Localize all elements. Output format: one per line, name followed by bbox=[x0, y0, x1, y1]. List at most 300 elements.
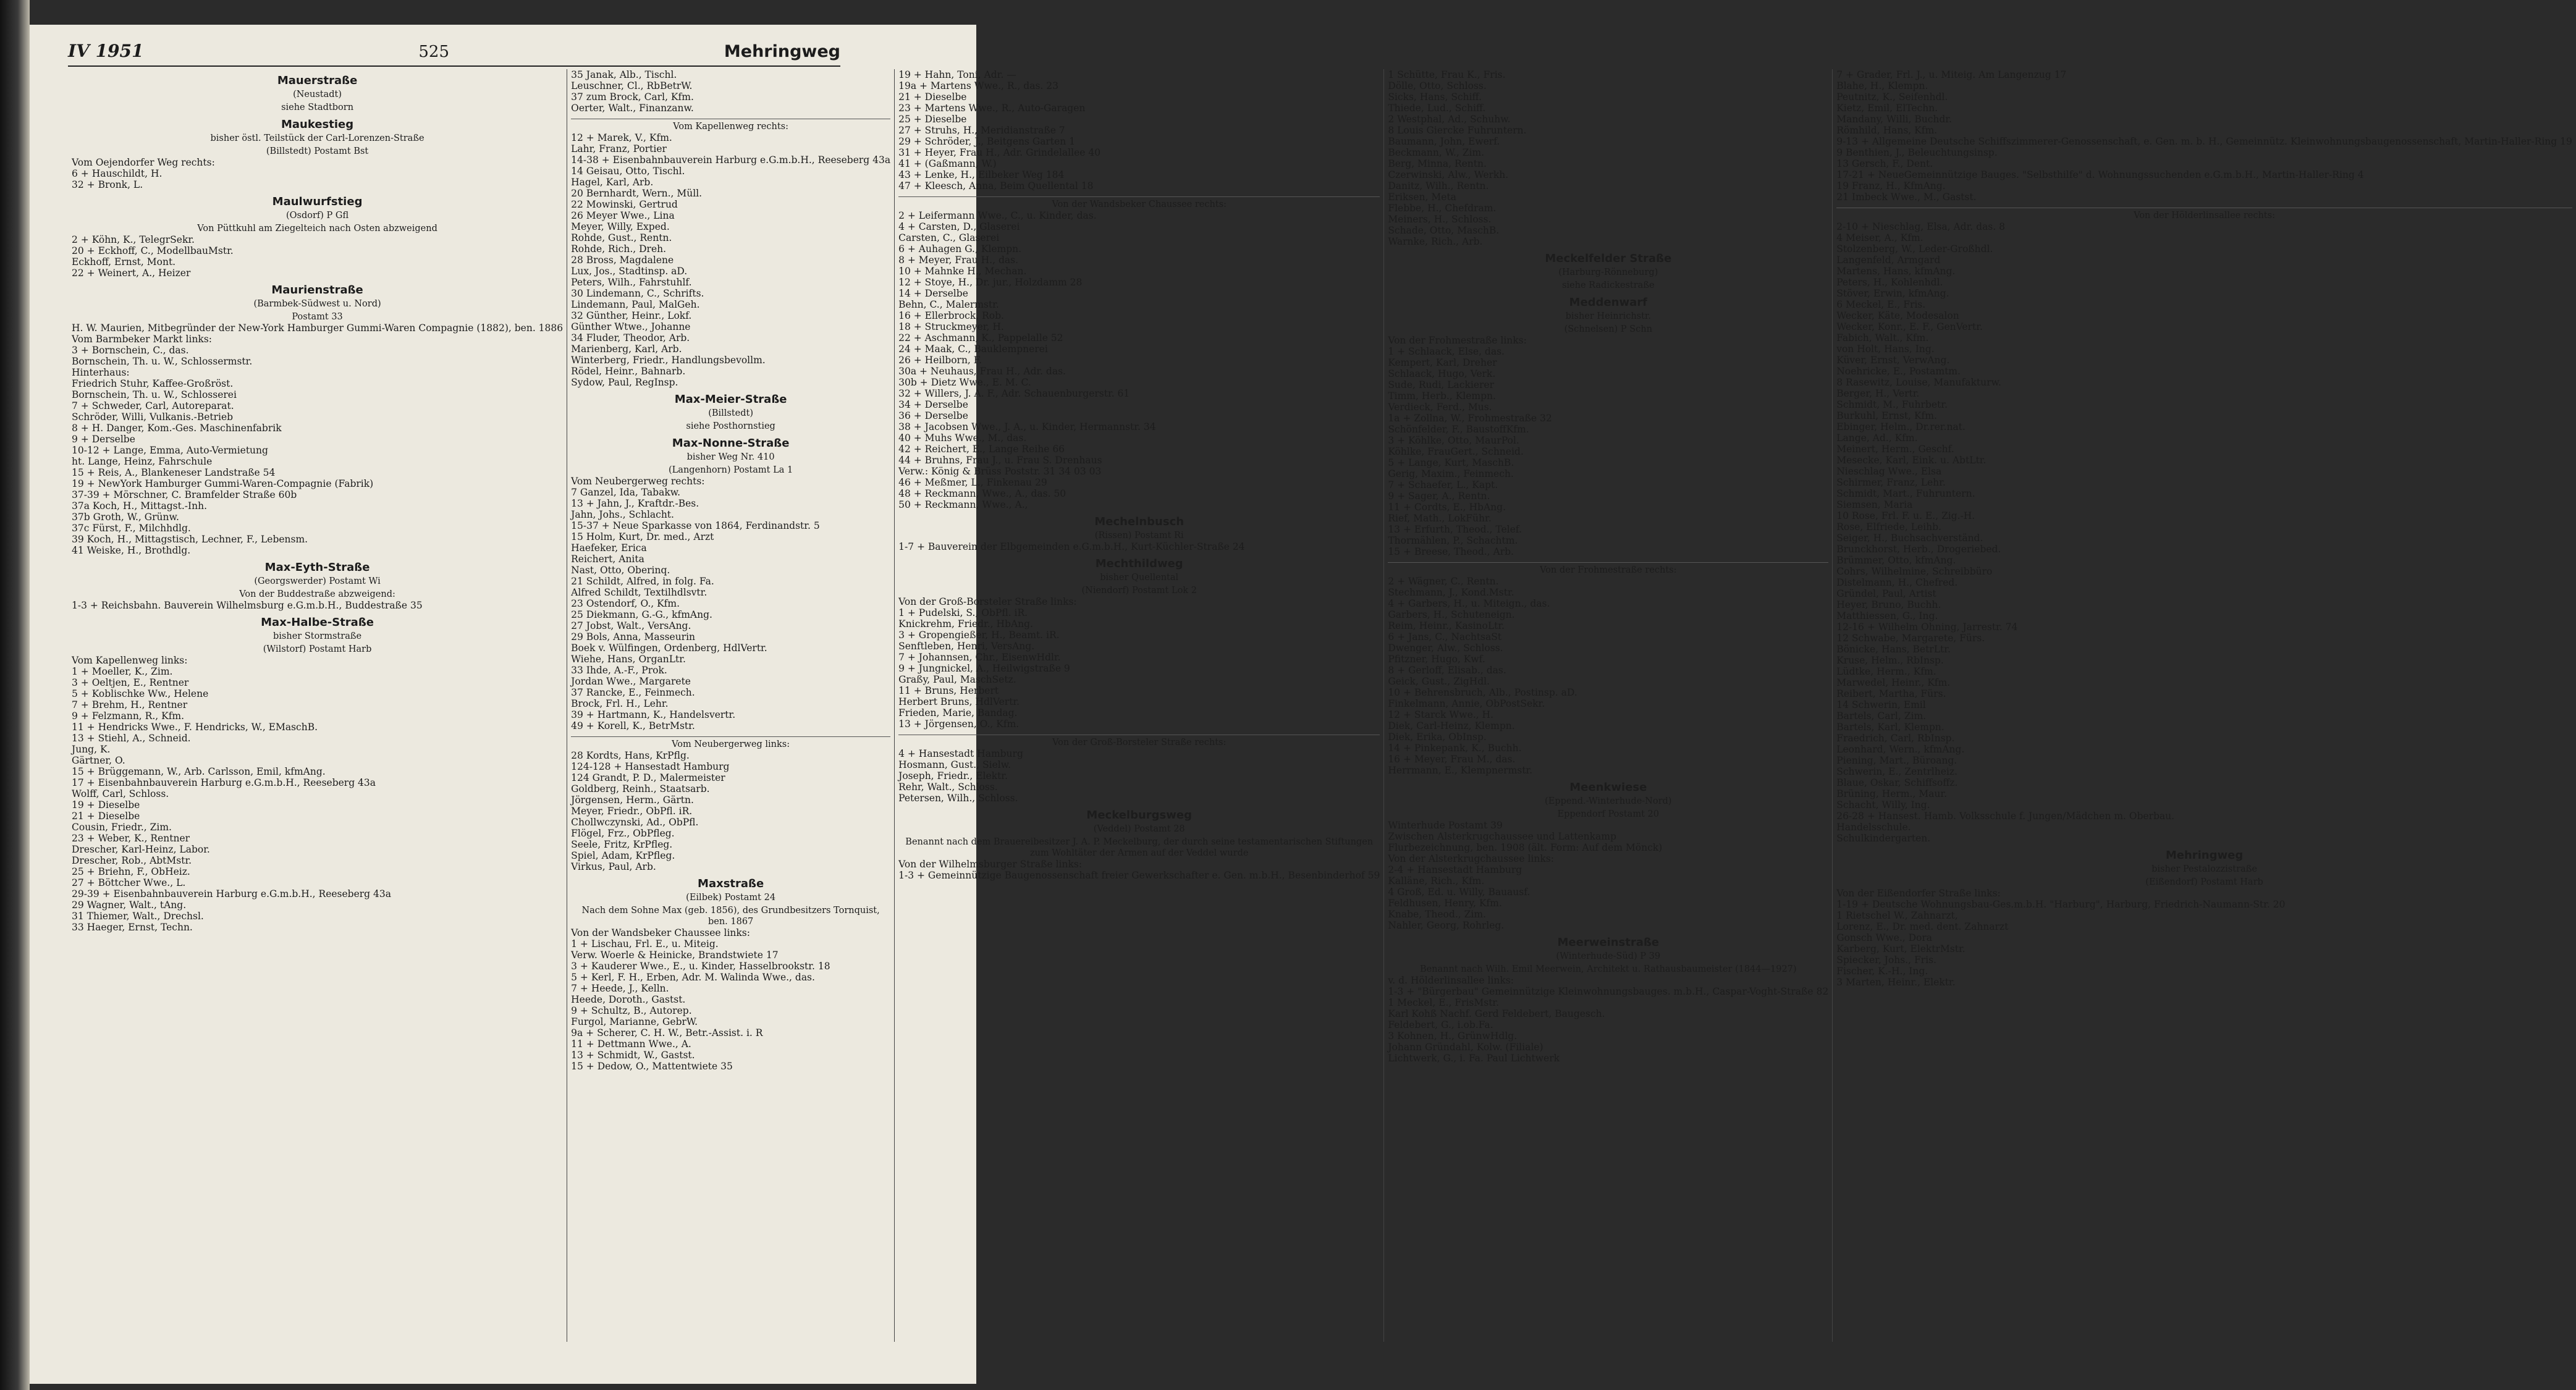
resident-entry: Feldhusen, Henry, Kfm. bbox=[1388, 898, 1502, 909]
resident-entry: Jahn, Johs., Schlacht. bbox=[571, 509, 674, 520]
resident-entry: 21 + Dieselbe bbox=[72, 811, 140, 822]
resident-entry: 2 + Leifermann Wwe., C., u. Kinder, das. bbox=[898, 210, 1097, 221]
resident-entry: Karl Kohß Nachf. Gerd Feldebert, Baugesch. bbox=[1388, 1008, 1605, 1019]
resident-entry: 40 + Muhs Wwe., M., das. bbox=[898, 432, 1027, 444]
resident-entry: 6 + Auhagen G., Klempn. bbox=[898, 243, 1022, 255]
resident-entry: 15 + Breese, Theod., Arb. bbox=[1388, 546, 1514, 557]
resident-entry: 9 + Schultz, B., Autorep. bbox=[571, 1005, 692, 1016]
resident-entry: Senftleben, Henri, VersAng. bbox=[898, 641, 1035, 652]
resident-entry: 14 Schwerin, Emil bbox=[1836, 699, 1926, 710]
resident-entry: Rief, Math., LokFühr. bbox=[1388, 513, 1492, 524]
street-district: (Eppend.-Winterhude-Nord) bbox=[1545, 796, 1672, 806]
street-district: bisher Heinrichstr. bbox=[1565, 311, 1651, 321]
resident-entry: 14 + Pinkepank, K., Buchh. bbox=[1388, 743, 1522, 754]
resident-entry: Verw.: König & Brüss Poststr. 31 34 03 03 bbox=[898, 466, 1102, 477]
resident-entry: Brüning, Herm., Maur. bbox=[1836, 788, 1947, 799]
resident-entry: 11 + Bruns, Herbert bbox=[898, 685, 999, 696]
resident-entry: 26-28 + Hansest. Hamb. Volksschule f. Jungen/Mädchen m. Oberbau. bbox=[1836, 811, 2175, 822]
resident-entry: Pfitzner, Hugo, Kwf. bbox=[1388, 654, 1485, 665]
resident-entry: 16 + Meyer, Frau M., das. bbox=[1388, 754, 1516, 765]
resident-entry: 19 Franz, H., KfmAng. bbox=[1836, 180, 1946, 192]
resident-entry: 37-39 + Mörschner, C. Bramfelder Straße 60b bbox=[72, 489, 297, 500]
resident-entry: 24 + Maak, C., Bauklempnerei bbox=[898, 343, 1048, 355]
resident-entry: Brock, Frl. H., Lehr. bbox=[571, 698, 669, 709]
resident-entry: 18 + Struckmeyer, H. bbox=[898, 321, 1004, 332]
resident-entry: 10-12 + Lange, Emma, Auto-Vermietung bbox=[72, 445, 268, 456]
resident-entry: Ebinger, Helm., Dr.rer.nat. bbox=[1836, 421, 1966, 432]
resident-entry: 19 + NewYork Hamburger Gummi-Waren-Compagnie (Fabrik) bbox=[72, 478, 374, 489]
directory-column bbox=[1384, 69, 1833, 1342]
street-heading: Max-Nonne-Straße bbox=[672, 437, 790, 450]
resident-entry: Von der Frohmestraße links: bbox=[1388, 335, 1527, 346]
resident-entry: Bönicke, Hans, BetrLtr. bbox=[1836, 644, 1951, 655]
resident-entry: Joseph, Friedr., Elektr. bbox=[898, 770, 1008, 781]
resident-entry: 30a + Neuhaus, Frau H., Adr. das. bbox=[898, 366, 1066, 377]
resident-entry: 1 + Pudelski, S., ObPfl. iR. bbox=[898, 607, 1028, 618]
resident-entry: 10 Rose, Frl. F. u. E., Zig.-H. bbox=[1836, 510, 1975, 521]
resident-entry: Lichtwerk, G., i. Fa. Paul Lichtwerk bbox=[1388, 1053, 1560, 1064]
street-district: (Osdorf) P Gfl bbox=[285, 211, 349, 221]
resident-entry: 23 + Weber, K., Rentner bbox=[72, 833, 190, 844]
resident-entry: Oerter, Walt., Finanzanw. bbox=[571, 103, 694, 114]
resident-entry: 13 + Jörgensen, O., Kfm. bbox=[898, 718, 1020, 730]
resident-entry: Fabich, Walt., Kfm. bbox=[1836, 332, 1929, 343]
resident-entry: Furgol, Marianne, GebrW. bbox=[571, 1016, 698, 1027]
section-divider bbox=[571, 736, 890, 737]
resident-entry: 7 + Grader, Frl. J., u. Miteig. Am Langenzug 17 bbox=[1836, 69, 2067, 80]
resident-entry: Berger, H., Vertr. bbox=[1836, 388, 1920, 399]
resident-entry: Brunckhorst, Herb., Drogeriebed. bbox=[1836, 544, 2001, 555]
resident-entry: 1 Meckel, E., FrisMstr. bbox=[1388, 997, 1500, 1008]
resident-entry: Stöver, Erwin, kfmAng. bbox=[1836, 288, 1949, 299]
resident-entry: 25 + Briehn, F., ObHeiz. bbox=[72, 866, 190, 877]
resident-entry: Meyer, Willy, Exped. bbox=[571, 221, 670, 232]
resident-entry: Rose, Elfriede, Leihb. bbox=[1836, 521, 1941, 533]
resident-entry: 44 + Bruhns, Frau J., u. Frau S. Drenhaus bbox=[898, 455, 1102, 466]
street-district: (Billstedt) bbox=[708, 408, 754, 418]
resident-entry: 1a + Zollna, W., Frohmestraße 32 bbox=[1388, 413, 1552, 424]
resident-entry: 32 Günther, Heinr., Lokf. bbox=[571, 310, 692, 321]
resident-entry: 12 + Starck Wwe., H. bbox=[1388, 709, 1493, 720]
resident-entry: Peutnitz, K., Seifenhdl. bbox=[1836, 91, 1948, 103]
resident-entry: Mandany, Willi, Buchdr. bbox=[1836, 114, 1952, 125]
resident-entry: Thiede, Lud., Schiff. bbox=[1388, 103, 1486, 114]
resident-entry: 27 + Struhs, H., Meridianstraße 7 bbox=[898, 125, 1065, 136]
resident-entry: 15-37 + Neue Sparkasse von 1864, Ferdinandstr. 5 bbox=[571, 520, 820, 531]
resident-entry: 26 + Heilborn, F. bbox=[898, 355, 982, 366]
resident-entry: Gonsch Wwe., Dora bbox=[1836, 932, 1933, 943]
resident-entry: 12 Schwabe, Margarete, Fürs. bbox=[1836, 633, 1985, 644]
resident-entry: Gründel, Paul, Artist bbox=[1836, 588, 1936, 599]
resident-entry: Drescher, Karl-Heinz, Labor. bbox=[72, 844, 210, 855]
street-note: Von der Frohmestraße rechts: bbox=[1540, 565, 1677, 575]
resident-entry: 26 Meyer Wwe., Lina bbox=[571, 210, 675, 221]
resident-entry: 50 + Reckmann, Wwe., A., bbox=[898, 499, 1028, 510]
resident-entry: Piening, Mart., Büroang. bbox=[1836, 755, 1957, 766]
resident-entry: 20 + Eckhoff, C., ModellbauMstr. bbox=[72, 245, 234, 256]
resident-entry: 34 Fluder, Theodor, Arb. bbox=[571, 332, 690, 343]
street-note: (Eißendorf) Postamt Harb bbox=[2145, 877, 2263, 887]
resident-entry: 9 Benthien, J., Beleuchtungsinsp. bbox=[1836, 147, 1998, 158]
resident-entry: 3 Kohnen, H., GrünwHdlg. bbox=[1388, 1030, 1518, 1042]
resident-entry: 29 Bols, Anna, Masseurin bbox=[571, 631, 696, 642]
resident-entry: Spiecker, Johs., Fris. bbox=[1836, 954, 1936, 966]
resident-entry: Timm, Herb., Klempn. bbox=[1388, 390, 1496, 402]
resident-entry: 32 + Bronk, L. bbox=[72, 179, 143, 190]
resident-entry: Czerwinski, Alw., Werkh. bbox=[1388, 169, 1509, 180]
resident-entry: 9-13 + Allgemeine Deutsche Schiffszimmerer-Genossenschaft, e. Gen. m. b. H., Gemeinnütz. Kleinwohnungsbaugenossenschaft, Martin-Haller-Ring 19 bbox=[1836, 136, 2572, 147]
section-divider bbox=[898, 196, 1380, 197]
resident-entry: 15 + Reis, A., Blankeneser Landstraße 54 bbox=[72, 467, 276, 478]
resident-entry: Bornschein, Th. u. W., Schlossermstr. bbox=[72, 356, 253, 367]
resident-entry: 4 Groß, Ed. u. Willy, Bauausf. bbox=[1388, 887, 1531, 898]
resident-entry: Blahe, H., Klempn. bbox=[1836, 80, 1928, 91]
resident-entry: Langenfeld, Armgard bbox=[1836, 255, 1941, 266]
resident-entry: Handelsschule. bbox=[1836, 822, 1911, 833]
section-title: Mehringweg bbox=[724, 42, 840, 61]
street-district: (Harburg-Rönneburg) bbox=[1558, 267, 1658, 277]
resident-entry: Lorenz, E., Dr. med. dent. Zahnarzt bbox=[1836, 921, 2009, 932]
resident-entry: Seele, Fritz, KrPfleg. bbox=[571, 839, 673, 850]
resident-entry: v. d. Hölderlinsallee links: bbox=[1388, 975, 1514, 986]
street-note: (Langenhorn) Postamt La 1 bbox=[669, 465, 793, 475]
resident-entry: Hagel, Karl, Arb. bbox=[571, 177, 654, 188]
resident-entry: Rödel, Heinr., Bahnarb. bbox=[571, 366, 686, 377]
resident-entry: Graßy, Paul, MaschSetz. bbox=[898, 674, 1016, 685]
resident-entry: 6 + Jans, C., NachtsaSt bbox=[1388, 631, 1502, 642]
page-number: 525 bbox=[418, 43, 450, 61]
resident-entry: 7 + Schaefer, L., Kapt. bbox=[1388, 479, 1498, 491]
resident-entry: Johann Gründahl, Kolw. (Filiale) bbox=[1388, 1042, 1543, 1053]
resident-entry: 1 + Moeller, K., Zim. bbox=[72, 666, 173, 677]
resident-entry: Schönfelder, F., BaustoffKfm. bbox=[1388, 424, 1529, 435]
resident-entry: Petersen, Wilh., Schloss. bbox=[898, 793, 1018, 804]
resident-entry: Baumann, John, Ewerf. bbox=[1388, 136, 1500, 147]
street-heading: Max-Eyth-Straße bbox=[264, 561, 370, 574]
resident-entry: Kruse, Helm., RbInsp. bbox=[1836, 655, 1944, 666]
street-note: Von der Wandsbeker Chaussee rechts: bbox=[1052, 200, 1227, 209]
resident-entry: Knabe, Theod., Zim. bbox=[1388, 909, 1486, 920]
resident-entry: 1-3 + "Bürgerbau" Gemeinnützige Kleinwohnungsbauges. m.b.H., Caspar-Voght-Straße 82 bbox=[1388, 986, 1829, 997]
resident-entry: Flebbe, H., Chefdram. bbox=[1388, 203, 1497, 214]
resident-entry: 13 + Erfurth, Theod., Telef. bbox=[1388, 524, 1522, 535]
resident-entry: 29-39 + Eisenbahnbauverein Harburg e.G.m.b.H., Reeseberg 43a bbox=[72, 888, 391, 899]
resident-entry: 12-16 + Wilhelm Ohning, Jarrestr. 74 bbox=[1836, 621, 2018, 633]
resident-entry: Heede, Doroth., Gastst. bbox=[571, 994, 686, 1005]
resident-entry: Meyer, Friedr., ObPfl. iR. bbox=[571, 806, 693, 817]
resident-entry: 47 + Kleesch, Anna, Beim Quellental 18 bbox=[898, 180, 1094, 192]
resident-entry: Behn, C., Malermstr. bbox=[898, 299, 999, 310]
street-note: (Schnelsen) P Schn bbox=[1564, 324, 1652, 334]
resident-entry: 19a + Martens Wwe., R., das. 23 bbox=[898, 80, 1059, 91]
street-district: bisher östl. Teilstück der Carl-Lorenzen-Straße bbox=[210, 133, 424, 143]
directory-column bbox=[567, 69, 895, 1342]
street-note: Von der Groß-Borsteler Straße rechts: bbox=[1052, 738, 1227, 748]
resident-entry: Distelmann, H., Chefred. bbox=[1836, 577, 1958, 588]
resident-entry: 25 Diekmann, G.-G., kfmAng. bbox=[571, 609, 712, 620]
resident-entry: Knickrehm, Friedr., HbAng. bbox=[898, 618, 1033, 630]
resident-entry: Jordan Wwe., Margarete bbox=[571, 676, 691, 687]
resident-entry: Frieden, Marie, Bandag. bbox=[898, 707, 1018, 718]
resident-entry: 12 + Stoye, H., Dr. jur., Holzdamm 28 bbox=[898, 277, 1083, 288]
resident-entry: Wecker, Konr., E. F., GenVertr. bbox=[1836, 321, 1983, 332]
street-note: Von der Buddestraße abzweigend: bbox=[239, 589, 395, 599]
street-note: Benannt nach dem Brauereibesitzer J. A. P. Meckelburg, der durch seine testamentarischen Stiftungen zum Wohltäter der Armen auf der Veddel wurde bbox=[905, 837, 1374, 858]
resident-entry: Vom Barmbeker Markt links: bbox=[72, 334, 212, 345]
resident-entry: Köhlke, FrauGert., Schneid. bbox=[1388, 446, 1524, 457]
resident-entry: 17-21 + NeueGemeinnützige Bauges. "Selbsthilfe" d. Wohnungssuchenden e.G.m.b.H., Martin-Haller-Ring 4 bbox=[1836, 169, 2364, 180]
street-district: bisher Quellental bbox=[1100, 573, 1179, 583]
street-district: bisher Weg Nr. 410 bbox=[686, 452, 775, 462]
resident-entry: 23 Ostendorf, O., Kfm. bbox=[571, 598, 680, 609]
resident-entry: Schacht, Willy, Ing. bbox=[1836, 799, 1930, 811]
resident-entry: 5 + Lange, Kurt, MaschB. bbox=[1388, 457, 1514, 468]
resident-entry: Heyer, Bruno, Buchh. bbox=[1836, 599, 1941, 610]
resident-entry: 124 Grandt, P. D., Malermeister bbox=[571, 772, 725, 783]
resident-entry: 1 + Lischau, Frl. E., u. Miteig. bbox=[571, 938, 719, 950]
resident-entry: 37b Groth, W., Grünw. bbox=[72, 512, 179, 523]
resident-entry: 8 + Meyer, Frau H., das. bbox=[898, 255, 1019, 266]
resident-entry: 46 + Meßmer, L., Finkenau 29 bbox=[898, 477, 1047, 488]
resident-entry: Cohrs, Wilhelmine, Schreibbüro bbox=[1836, 566, 1993, 577]
resident-entry: 37a Koch, H., Mittagst.-Inh. bbox=[72, 500, 208, 512]
street-heading: Maukestieg bbox=[281, 118, 354, 131]
resident-entry: Eckhoff, Ernst, Mont. bbox=[72, 256, 176, 267]
section-divider bbox=[1388, 562, 1828, 563]
resident-entry: 10 + Mahnke H., Mechan. bbox=[898, 266, 1027, 277]
resident-entry: Finkelmann, Annie, ObPostSekr. bbox=[1388, 698, 1545, 709]
resident-entry: Nast, Otto, Oberinq. bbox=[571, 565, 670, 576]
resident-entry: Meiners, H., Schloss. bbox=[1388, 214, 1492, 225]
resident-entry: 10 + Behrensbruch, Alb., Postinsp. aD. bbox=[1388, 687, 1577, 698]
resident-entry: Reibert, Martha, Fürs. bbox=[1836, 688, 1946, 699]
resident-entry: 32 + Willers, J. A. F., Adr. Schauenburgerstr. 61 bbox=[898, 388, 1130, 399]
resident-entry: 3 + Kauderer Wwe., E., u. Kinder, Hasselbrookstr. 18 bbox=[571, 961, 830, 972]
street-district: bisher Pestalozzistraße bbox=[2152, 864, 2257, 874]
street-note: (Wilstorf) Postamt Harb bbox=[263, 644, 372, 654]
street-heading: Mechelnbusch bbox=[1094, 515, 1185, 528]
resident-entry: 7 + Heede, J., Kelln. bbox=[571, 983, 669, 994]
resident-entry: Goldberg, Reinh., Staatsarb. bbox=[571, 783, 710, 794]
resident-entry: ht. Lange, Heinz, Fahrschule bbox=[72, 456, 213, 467]
resident-entry: 21 + Dieselbe bbox=[898, 91, 967, 103]
resident-entry: Schmidt, M., Fuhrbetr. bbox=[1836, 399, 1948, 410]
resident-entry: 29 Wagner, Walt., tAng. bbox=[72, 899, 187, 911]
resident-entry: 36 + Derselbe bbox=[898, 410, 968, 421]
resident-entry: Peters, Wilh., Fahrstuhlf. bbox=[571, 277, 692, 288]
resident-entry: 14 + Derselbe bbox=[898, 288, 968, 299]
resident-entry: Hinterhaus: bbox=[72, 367, 130, 378]
resident-entry: 8 + H. Danger, Kom.-Ges. Maschinenfabrik bbox=[72, 423, 282, 434]
resident-entry: 2-10 + Nieschlag, Elsa, Adr. das. 8 bbox=[1836, 221, 2005, 232]
resident-entry: Gerig, Maxim., Feinmech. bbox=[1388, 468, 1514, 479]
resident-entry: Flurbezeichnung, ben. 1908 (ält. Form: Auf dem Mönck) bbox=[1388, 842, 1663, 853]
resident-entry: Kietz, Emil, ElTechn. bbox=[1836, 103, 1938, 114]
resident-entry: 37 Rancke, E., Feinmech. bbox=[571, 687, 695, 698]
resident-entry: Marwedel, Heinr., Kfm. bbox=[1836, 677, 1951, 688]
resident-entry: Sydow, Paul, RegInsp. bbox=[571, 377, 678, 388]
resident-entry: Kalläne, Rich., Kfm. bbox=[1388, 875, 1485, 887]
resident-entry: 5 + Kerl, F. H., Erben, Adr. M. Walinda Wwe., das. bbox=[571, 972, 815, 983]
street-district: (Barmbek-Südwest u. Nord) bbox=[253, 299, 381, 309]
resident-entry: 2 Westphal, Ad., Schuhw. bbox=[1388, 114, 1511, 125]
resident-entry: Hosmann, Gust., Sielw. bbox=[898, 759, 1011, 770]
resident-entry: 11 + Hendricks Wwe., F. Hendricks, W., EMaschB. bbox=[72, 722, 318, 733]
street-note: (Billstedt) Postamt Bst bbox=[266, 146, 369, 156]
directory-column bbox=[895, 69, 1384, 1342]
resident-entry: Verdieck, Ferd., Mus. bbox=[1388, 402, 1492, 413]
street-heading: Meerweinstraße bbox=[1557, 936, 1660, 949]
resident-entry: Lange, Ad., Kfm. bbox=[1836, 432, 1918, 444]
resident-entry: Herrmann, E., Klempnermstr. bbox=[1388, 765, 1533, 776]
resident-entry: Schirmer, Franz, Lehr. bbox=[1836, 477, 1946, 488]
street-heading: Mechthildweg bbox=[1095, 557, 1183, 570]
resident-entry: Haefeker, Erica bbox=[571, 542, 647, 554]
resident-entry: Küver, Ernst, VerwAng. bbox=[1836, 355, 1950, 366]
resident-entry: Drescher, Rob., AbtMstr. bbox=[72, 855, 192, 866]
street-note: Von der Hölderlinsallee rechts: bbox=[2134, 211, 2275, 221]
resident-entry: 11 + Cordts, E., HbAng. bbox=[1388, 502, 1506, 513]
street-heading: Meddenwarf bbox=[1569, 296, 1647, 309]
resident-entry: Nieschlag Wwe., Elsa bbox=[1836, 466, 1942, 477]
resident-entry: 23 + Martens Wwe., R., Auto-Garagen bbox=[898, 103, 1086, 114]
resident-entry: Wiehe, Hans, OrganLtr. bbox=[571, 654, 686, 665]
resident-entry: Zwischen Alsterkrugchaussee und Lattenkamp bbox=[1388, 831, 1616, 842]
resident-entry: Römhild, Hans, Kfm. bbox=[1836, 125, 1938, 136]
resident-entry: 7 Ganzel, Ida, Tabakw. bbox=[571, 487, 681, 498]
resident-entry: 2 + Köhn, K., TelegrSekr. bbox=[72, 234, 195, 245]
resident-entry: 21 Schildt, Alfred, in folg. Fa. bbox=[571, 576, 714, 587]
resident-entry: 6 Meckel, E., Fris. bbox=[1836, 299, 1926, 310]
resident-entry: Gärtner, O. bbox=[72, 755, 125, 766]
resident-entry: 13 + Stiehl, A., Schneid. bbox=[72, 733, 191, 744]
resident-entry: Sicks, Hans, Schiff. bbox=[1388, 91, 1482, 103]
resident-entry: 4 + Hansestadt Hamburg bbox=[898, 748, 1023, 759]
resident-entry: Schröder, Willi, Vulkanis.-Betrieb bbox=[72, 411, 234, 423]
resident-entry: 1-3 + Reichsbahn. Bauverein Wilhelmsburg e.G.m.b.H., Buddestraße 35 bbox=[72, 600, 423, 611]
resident-entry: 15 + Brüggemann, W., Arb. Carlsson, Emil, kfmAng. bbox=[72, 766, 326, 777]
street-district: (Georgswerder) Postamt Wi bbox=[254, 576, 381, 586]
resident-entry: Schlaack, Hugo, Verk. bbox=[1388, 368, 1496, 379]
resident-entry: Kempert, Karl, Dreher bbox=[1388, 357, 1497, 368]
resident-entry: 9 + Jungnickel, A., Heilwigstraße 9 bbox=[898, 663, 1070, 674]
resident-entry: Thormählen, P., Schachtm. bbox=[1388, 535, 1518, 546]
resident-entry: Noehricke, E., Postamtm. bbox=[1836, 366, 1961, 377]
resident-entry: Burkuhl, Ernst, Kfm. bbox=[1836, 410, 1937, 421]
resident-entry: Mesecke, Karl, Eink. u. AbtLtr. bbox=[1836, 455, 1987, 466]
resident-entry: Marienberg, Karl, Arb. bbox=[571, 343, 682, 355]
resident-entry: Wecker, Käte, Modesalon bbox=[1836, 310, 1959, 321]
directory-column bbox=[68, 69, 567, 1342]
resident-entry: 11 + Dettmann Wwe., A. bbox=[571, 1038, 691, 1050]
resident-entry: Chollwczynski, Ad., ObPfl. bbox=[571, 817, 699, 828]
resident-entry: 8 Louis Giercke Fuhruntern. bbox=[1388, 125, 1527, 136]
resident-entry: 2-4 + Hansestadt Hamburg bbox=[1388, 864, 1522, 875]
resident-entry: 7 + Johannsen, Chr., EisenwHdlr. bbox=[898, 652, 1061, 663]
resident-entry: 9 + Felzmann, R., Kfm. bbox=[72, 710, 185, 722]
resident-entry: 31 + Heyer, Frau H., Adr. Grindelallee 40 bbox=[898, 147, 1101, 158]
street-district: (Rissen) Postamt Ri bbox=[1094, 531, 1184, 541]
street-note: siehe Posthornstieg bbox=[686, 421, 775, 431]
resident-entry: Warnke, Rich., Arb. bbox=[1388, 236, 1483, 247]
resident-entry: Dwenger, Alw., Schloss. bbox=[1388, 642, 1503, 654]
resident-entry: 49 + Korell, K., BetrMstr. bbox=[571, 720, 695, 731]
street-district: bisher Stormstraße bbox=[273, 631, 362, 641]
resident-entry: 3 + Köhlke, Otto, MaurPol. bbox=[1388, 435, 1519, 446]
street-heading: Maulwurfstieg bbox=[272, 195, 363, 208]
resident-entry: Schwerin, E., Zentrlheiz. bbox=[1836, 766, 1957, 777]
resident-entry: Von der Alsterkrugchaussee links: bbox=[1388, 853, 1554, 864]
street-note: (Niendorf) Postamt Lok 2 bbox=[1081, 586, 1197, 596]
resident-entry: 3 + Gropengießer, H., Beamt. iR. bbox=[898, 630, 1060, 641]
resident-entry: 25 + Dieselbe bbox=[898, 114, 967, 125]
resident-entry: 27 + Böttcher Wwe., L. bbox=[72, 877, 186, 888]
resident-entry: Cousin, Friedr., Zim. bbox=[72, 822, 172, 833]
street-heading: Maxstraße bbox=[698, 877, 764, 890]
street-heading: Meenkwiese bbox=[1569, 781, 1647, 794]
resident-entry: 19 + Hahn, Toni, Adr. — bbox=[898, 69, 1016, 80]
resident-entry: 37 zum Brock, Carl, Kfm. bbox=[571, 91, 694, 103]
resident-entry: 1-19 + Deutsche Wohnungsbau-Ges.m.b.H. "Harburg", Harburg, Friedrich-Naumann-Str. 20 bbox=[1836, 899, 2286, 910]
street-note: Von Püttkuhl am Ziegelteich nach Osten abzweigend bbox=[197, 224, 437, 234]
resident-entry: Jung, K. bbox=[72, 744, 111, 755]
resident-entry: 7 + Schweder, Carl, Autoreparat. bbox=[72, 400, 234, 411]
street-note: siehe Radickestraße bbox=[1561, 280, 1655, 290]
resident-entry: 28 Bross, Magdalene bbox=[571, 255, 674, 266]
resident-entry: Bartels, Carl, Zim. bbox=[1836, 710, 1927, 722]
resident-entry: 12 + Marek, V., Kfm. bbox=[571, 132, 672, 143]
resident-entry: Stechmann, J., Kond.Mstr. bbox=[1388, 587, 1514, 598]
street-heading: Mehringweg bbox=[2165, 849, 2244, 862]
directory-columns bbox=[68, 69, 2572, 1342]
resident-entry: Virkus, Paul, Arb. bbox=[571, 861, 656, 872]
resident-entry: Eriksen, Meta bbox=[1388, 192, 1456, 203]
book-binding bbox=[0, 0, 30, 1390]
street-heading: Mauerstraße bbox=[277, 74, 358, 87]
resident-entry: 4 + Garbers, H., u. Miteign., das. bbox=[1388, 598, 1550, 609]
resident-entry: Von der Groß-Borsteler Straße links: bbox=[898, 596, 1077, 607]
resident-entry: Rohde, Gust., Rentn. bbox=[571, 232, 672, 243]
resident-entry: 4 Meiser, A., Kfm. bbox=[1836, 232, 1924, 243]
resident-entry: 14-38 + Eisenbahnbauverein Harburg e.G.m.b.H., Reeseberg 43a bbox=[571, 154, 891, 166]
resident-entry: Vom Neubergerweg rechts: bbox=[571, 476, 705, 487]
resident-entry: Schulkindergarten. bbox=[1836, 833, 1931, 844]
resident-entry: 13 Gersch, F., Dent. bbox=[1836, 158, 1933, 169]
resident-entry: Wolff, Carl, Schloss. bbox=[72, 788, 169, 799]
resident-entry: Winterhude Postamt 39 bbox=[1388, 820, 1503, 831]
resident-entry: 30 Lindemann, C., Schrifts. bbox=[571, 288, 704, 299]
resident-entry: Reichert, Anita bbox=[571, 554, 644, 565]
resident-entry: 9a + Scherer, C. H. W., Betr.-Assist. i. R bbox=[571, 1027, 763, 1038]
street-note: Vom Neubergerweg links: bbox=[672, 739, 790, 749]
resident-entry: Sude, Rudi, Lackierer bbox=[1388, 379, 1494, 390]
resident-entry: 1-7 + Bauverein der Elbgemeinden e.G.m.b.H., Kurt-Küchler-Straße 24 bbox=[898, 541, 1245, 552]
resident-entry: 17 + Eisenbahnbauverein Harburg e.G.m.b.H., Reeseberg 43a bbox=[72, 777, 376, 788]
resident-entry: 38 + Jacobsen Wwe., J. A., u. Kinder, Hermannstr. 34 bbox=[898, 421, 1156, 432]
resident-entry: Herbert Bruns, HdlVertr. bbox=[898, 696, 1020, 707]
resident-entry: Beckmann, W., Zim. bbox=[1388, 147, 1485, 158]
resident-entry: 19 + Dieselbe bbox=[72, 799, 140, 811]
resident-entry: Meinert, Herm., Geschf. bbox=[1836, 444, 1954, 455]
resident-entry: Flögel, Frz., ObPfleg. bbox=[571, 828, 675, 839]
resident-entry: Bartels, Karl, Klempn. bbox=[1836, 722, 1945, 733]
resident-entry: 3 + Oeltjen, E., Rentner bbox=[72, 677, 189, 688]
resident-entry: 22 Mowinski, Gertrud bbox=[571, 199, 678, 210]
resident-entry: 9 + Sager, A., Rentn. bbox=[1388, 491, 1490, 502]
resident-entry: Lindemann, Paul, MalGeh. bbox=[571, 299, 700, 310]
resident-entry: Rohde, Rich., Dreh. bbox=[571, 243, 667, 255]
resident-entry: 13 + Jahn, J., Kraftdr.-Bes. bbox=[571, 498, 699, 509]
